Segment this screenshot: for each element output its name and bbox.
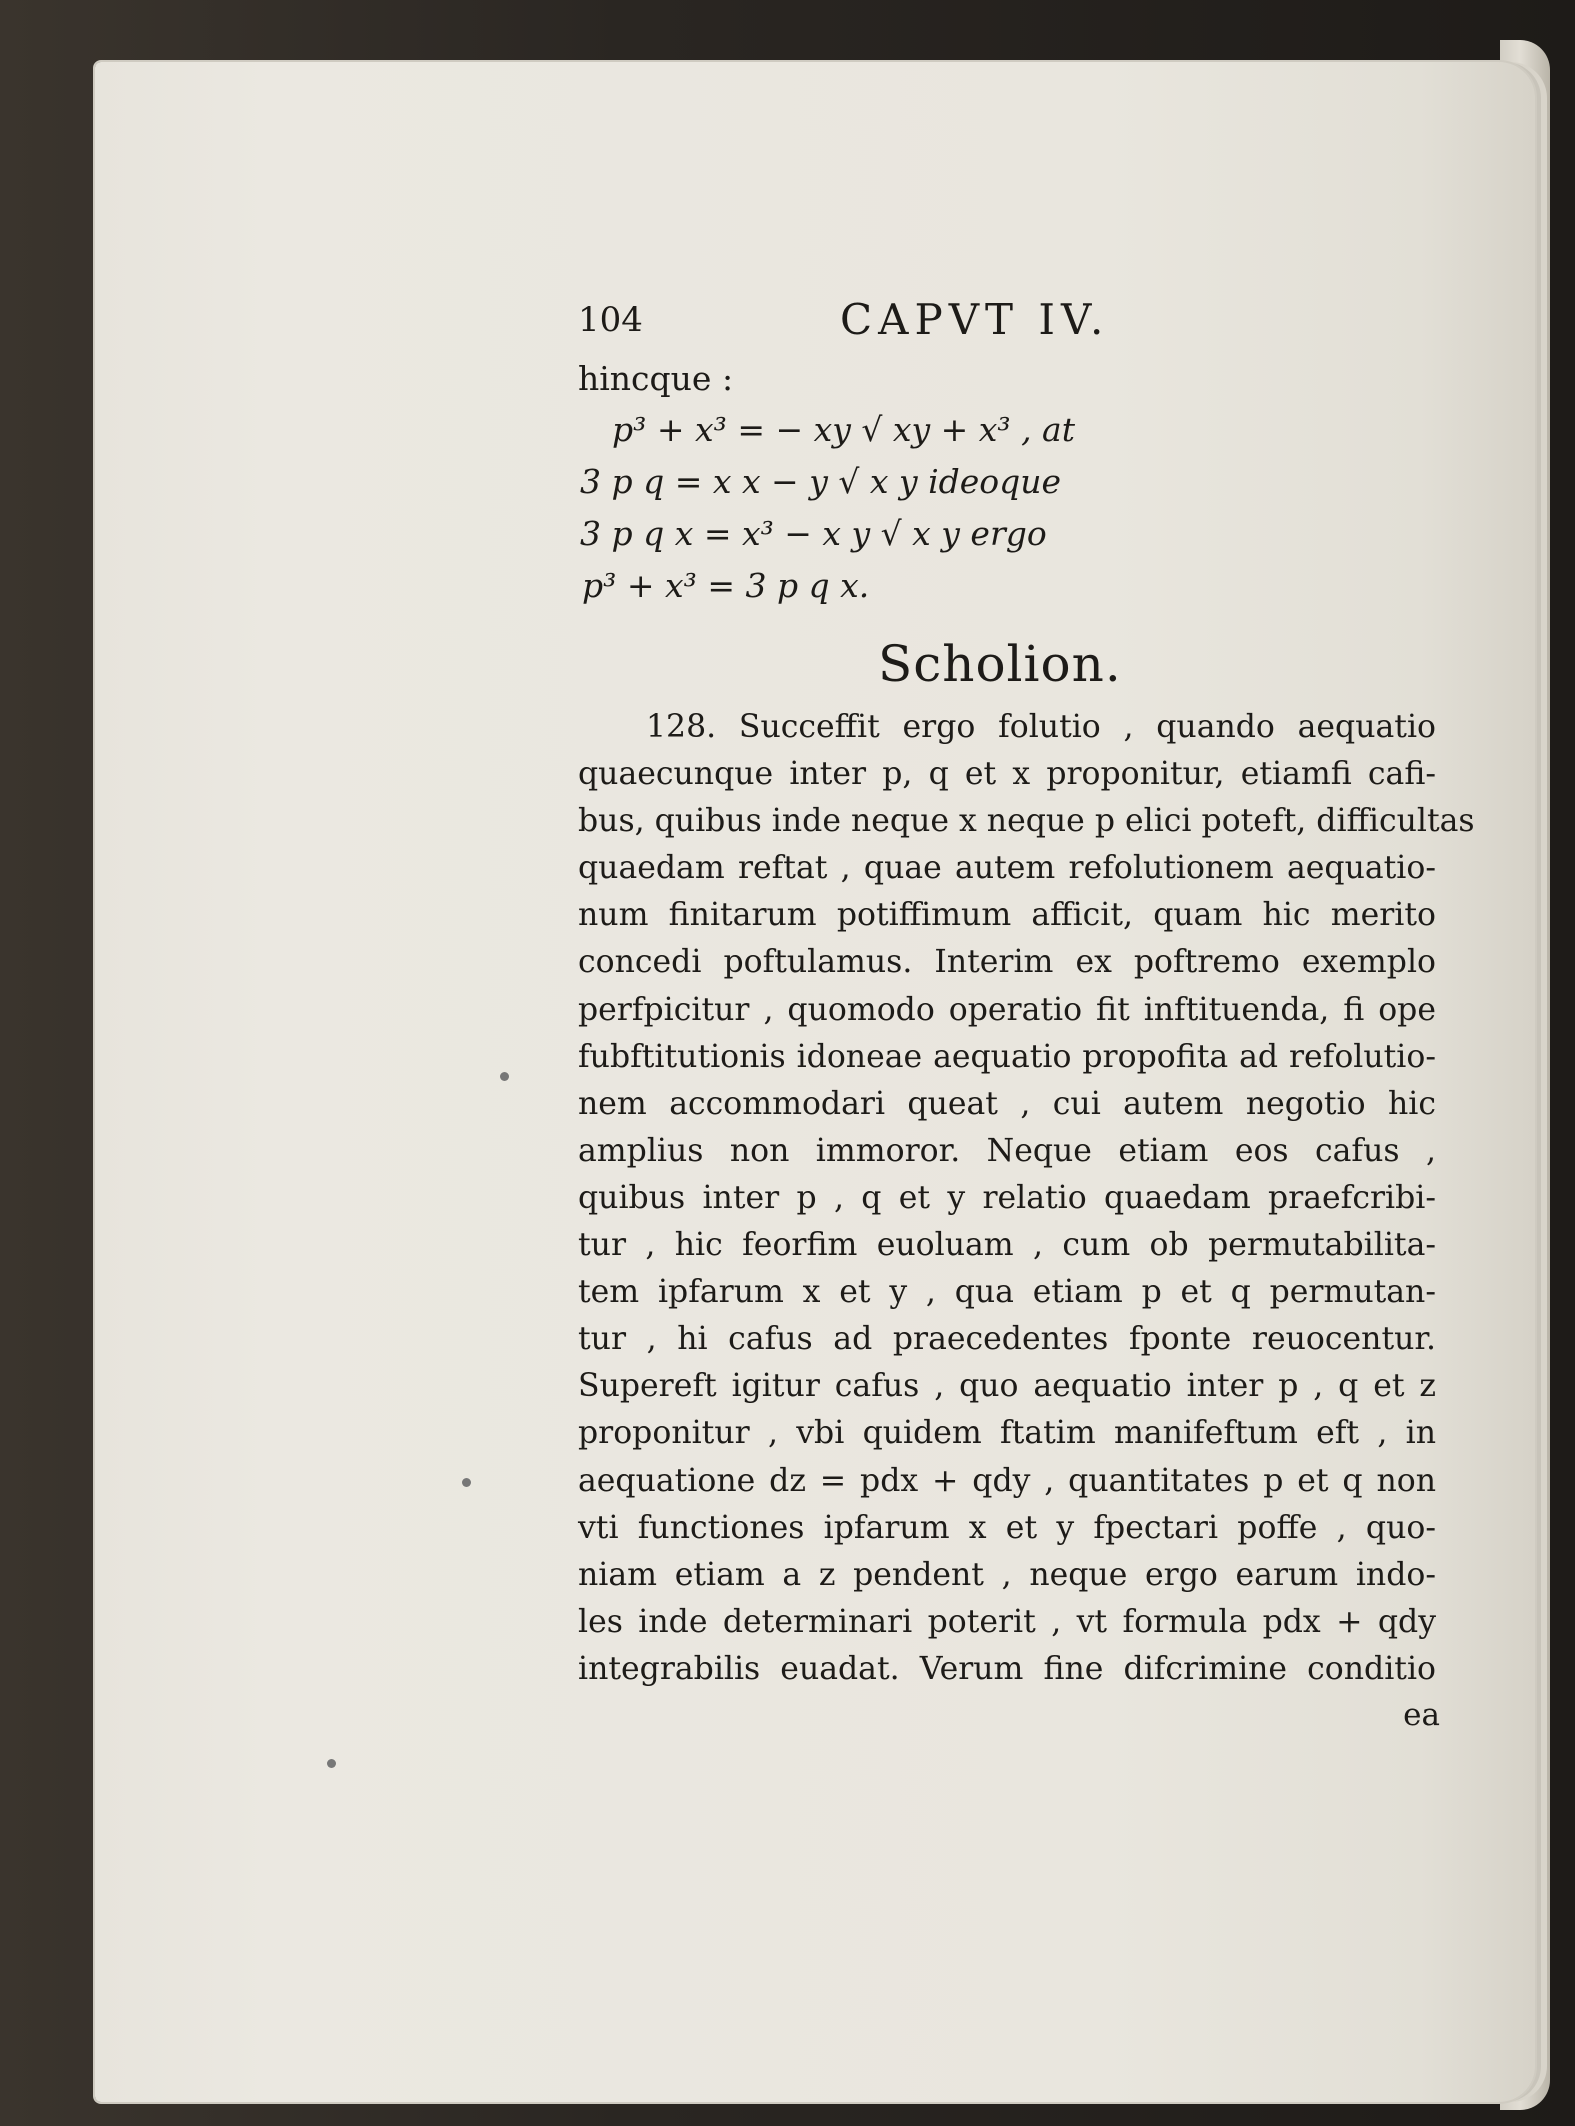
text-line: tur , hi cafus ad praecedentes fponte reuocentur.	[578, 1321, 1436, 1358]
margin-mark	[500, 1072, 509, 1081]
text-line: quaecunque inter p, q et x proponitur, etiamfi cafi-	[578, 756, 1436, 793]
text-line: perfpicitur , quomodo operatio fit inftituenda, fi ope	[578, 991, 1436, 1028]
intro-text: hincque :	[578, 359, 734, 398]
text-line: integrabilis euadat. Verum fine difcrimine conditio	[578, 1650, 1436, 1687]
text-line: bus, quibus inde neque x neque p elici poteft, difficultas	[578, 803, 1475, 840]
catchword: ea	[1403, 1696, 1440, 1733]
text-line: Supereft igitur cafus , quo aequatio inter p , q et z	[578, 1368, 1436, 1405]
text-line: aequatione dz = pdx + qdy , quantitates p et q non	[578, 1462, 1436, 1499]
text-line: niam etiam a z pendent , neque ergo earum indo-	[578, 1556, 1436, 1593]
text-line: tem ipfarum x et y , qua etiam p et q permutan-	[578, 1274, 1436, 1311]
margin-mark	[327, 1759, 336, 1768]
text-line: 128. Succeffit ergo folutio , quando aequatio	[646, 709, 1436, 745]
text-line: num finitarum potiffimum afficit, quam hic merito	[578, 897, 1436, 934]
running-head: CAPVT IV.	[840, 295, 1110, 344]
section-title: Scholion.	[878, 635, 1122, 693]
text-line: tur , hic feorfim euoluam , cum ob permutabilita-	[578, 1227, 1436, 1264]
margin-mark	[462, 1478, 471, 1487]
equation-line: 3 p q x = x³ − x y √ x y ergo	[580, 514, 1047, 553]
paragraph-128	[578, 704, 1475, 1693]
text-line: proponitur , vbi quidem ftatim manifeftum eft , in	[578, 1415, 1436, 1452]
page-content	[578, 290, 1475, 1737]
page-number: 104	[578, 300, 643, 340]
text-line: les inde determinari poterit , vt formula pdx + qdy	[578, 1603, 1436, 1640]
equation-line: p³ + x³ = − xy √ xy + x³ , at	[612, 410, 1075, 449]
text-line: amplius non immoror. Neque etiam eos cafus ,	[578, 1132, 1436, 1169]
text-line: fubftitutionis idoneae aequatio propofita ad refolutio-	[578, 1038, 1436, 1075]
text-line: concedi poftulamus. Interim ex poftremo exemplo	[578, 944, 1436, 981]
text-line: quibus inter p , q et y relatio quaedam praefcribi-	[578, 1179, 1436, 1216]
page-header	[578, 290, 1438, 350]
equation-line: p³ + x³ = 3 p q x.	[582, 566, 870, 605]
text-line: quaedam reftat , quae autem refolutionem aequatio-	[578, 850, 1436, 887]
equation-line: 3 p q = x x − y √ x y ideoque	[580, 462, 1062, 501]
text-line: vti functiones ipfarum x et y fpectari poffe , quo-	[578, 1509, 1436, 1546]
text-line: nem accommodari queat , cui autem negotio hic	[578, 1085, 1436, 1122]
